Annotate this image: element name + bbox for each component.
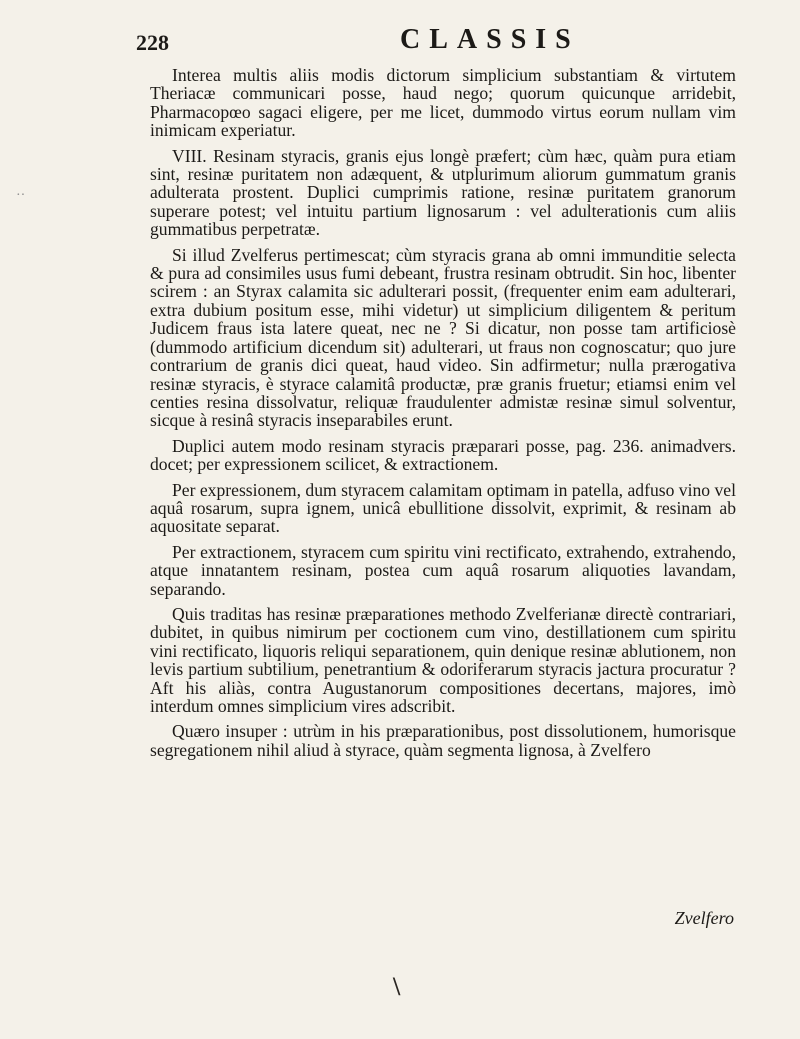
paragraph-viii: VIII. Resinam styracis, granis ejus longè præfert; cùm hæc, quàm pura etiam sint, resinæ puritatem non adæquent, & utplurimum aliorum gummatum granis adulterata prostent. Duplici cumprimis ratione, resinæ puritatem granorum superare potest; vel intuitu partium lignosarum : vel adulterationis cum aliis gummatibus perpetratæ. xyxy=(150,145,736,240)
page-header xyxy=(0,22,800,62)
running-head: CLASSIS xyxy=(400,24,580,55)
paragraph-duplici: Duplici autem modo resinam styracis præparari posse, pag. 236. animadvers. docet; per expressionem scilicet, & extractionem. xyxy=(150,435,736,475)
paragraph-quaero: Quæro insuper : utrùm in his præparationibus, post dissolutionem, humorisque segregationem nihil aliud à styrace, quàm segmenta lignosa, à Zvelfero xyxy=(150,721,736,760)
paragraph-interea: Interea multis aliis modis dictorum simplicium substantiam & virtutem Theriacæ communicari posse, haud nego; quorum quicunque arridebit, Pharmacopœo sagaci eligere, per me licet, dummodo virtus eorum nullam vim inimicam experiatur. xyxy=(150,65,736,141)
paragraph-zvelferus: Si illud Zvelferus pertimescat; cùm styracis grana ab omni immunditie selecta & pura ad consimiles usus fumi debeant, frustra resinam obtrudit. Sin hoc, libenter scirem : an Styrax calamita sic adulterari possit, (frequenter enim eam adulterari, extra dubium positum esse, mihi videtur) ut simplicium diligentem & peritum Judicem fraus ista latere queat, nec ne ? Si dicatur, non posse tam artificiosè (dummodo artificium dicendum sit) adulterari, ut fraus non cognoscatur; quo jure contrarium de granis dici queat, haud video. Sin adfirmetur; nulla prærogativa resinæ styracis, è styrace calamitâ productæ, præ granis fruetur; etiamsi enim vel centies resina dissolvatur, reliquæ fraudulenter admistæ resinæ simul solventur, sicque à resinâ styracis inseparabiles erunt. xyxy=(150,244,736,431)
page-number: 228 xyxy=(136,30,169,55)
paragraph-expressionem: Per expressionem, dum styracem calamitam optimam in patella, adfuso vino vel aquâ rosarum, supra ignem, unicâ ebullitione dissolvit, exprimit, & resinam ab aquositate separat. xyxy=(150,479,736,537)
paragraph-quis: Quis traditas has resinæ præparationes methodo Zvelferianæ directè contrariari, dubitet, in quibus nimirum per coctionem cum vino, destillationem cum spiritu vini rectificato, liquoris reliqui separationem, quin denique resinæ ablutionem, non levis partium subtilium, penetrantium & odoriferarum styracis jactura procuratur ? Aft his aliàs, contra Augustanorum compositiones decertans, majores, imò interdum omnes simplicium vires adscribit. xyxy=(150,603,736,716)
catchword: Zvelfero xyxy=(674,908,734,928)
stray-mark: \ xyxy=(393,972,401,1001)
body-text xyxy=(150,66,736,766)
edge-mark: ·· xyxy=(16,188,26,203)
paragraph-extractionem: Per extractionem, styracem cum spiritu vini rectificato, extrahendo, extrahendo, atque innatantem resinam, postea cum aquâ rosarum aliquoties lavandam, separando. xyxy=(150,541,736,599)
